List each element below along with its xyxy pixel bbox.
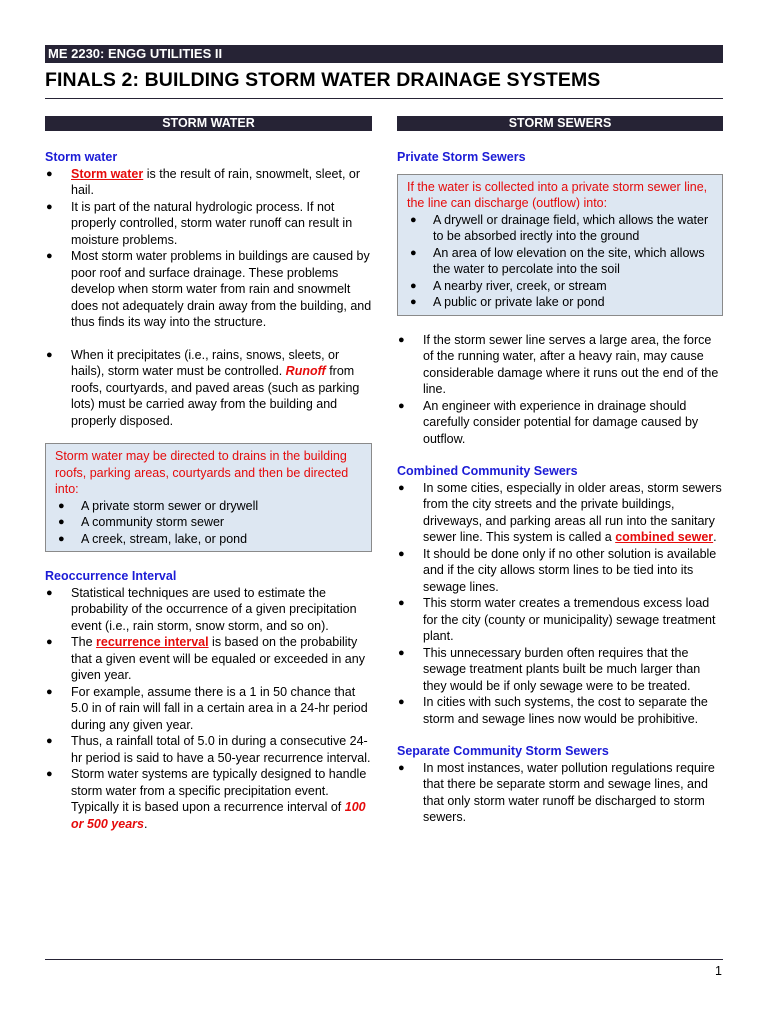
list-item-text: from roofs, courtyards, and paved areas (such as parking lots) must be carried away from the building and properly disposed. [71,364,360,428]
separate-sewers-list [397,760,723,826]
list-item: ● This unnecessary burden often requires that the sewage treatment plants built be much larger than they would be if only sewage were to be treated. [397,645,723,695]
list-item: ● It is part of the natural hydrologic process. If not properly controlled, storm water runoff can result in moisture problems. [45,199,372,249]
list-item: ● For example, assume there is a 1 in 50 chance that 5.0 in of rain will fall in a certain area in a 24-hr period during any given year. [45,684,372,734]
list-item: ● Thus, a rainfall total of 5.0 in during a consecutive 24-hr period is said to have a 50-year recurrence interval. [45,733,372,766]
storm-sewers-column-header: STORM SEWERS [397,116,723,131]
storm-water-term: Storm water [71,166,144,181]
callout-lead: If the water is collected into a private storm sewer line, the line can discharge (outflow) into: [407,179,708,210]
list-item: ● An engineer with experience in drainage should carefully consider potential for damage caused by outflow. [397,398,723,448]
list-item [397,480,723,546]
list-item [45,634,372,684]
callout-list [55,498,364,548]
private-sewers-list [397,332,723,448]
list-item: ● Statistical techniques are used to estimate the probability of the occurrence of a given precipitation event (i.e., rain storm, snow storm, and so on). [45,585,372,635]
right-column [397,116,723,826]
left-column [45,116,372,832]
footer-divider [45,959,723,960]
list-item-text: . [143,816,148,831]
list-item-text: is the result of rain, snowmelt, sleet, or hail. [71,166,361,197]
recurrence-interval-term: recurrence interval [96,635,209,649]
list-item: ● In cities with such systems, the cost to separate the storm and sewage lines now would be prohibitive. [397,694,723,727]
combined-sewers-list [397,480,723,728]
storm-water-heading: Storm water [45,150,118,164]
list-item: ● A nearby river, creek, or stream [407,278,715,295]
list-item-text: Storm water systems are typically designed to handle storm water from a specific precipitation event. Typically it is based upon a recurrence interval of [71,767,367,814]
list-item-text: When it precipitates (i.e., rains, snows, sleets, or hails), storm water must be controlled. [71,347,340,378]
list-item: ● A creek, stream, lake, or pond [55,531,364,548]
list-item: ● A drywell or drainage field, which allows the water to be absorbed irectly into the ground [407,212,715,245]
course-code-bar: ME 2230: ENGG UTILITIES II [45,45,723,63]
list-item-text: is based on the probability that a given event will be equaled or exceeded in any given year. [71,635,365,682]
storm-water-list [45,166,372,430]
list-item: ● It should be done only if no other solution is available and if the city allows storm lines to be tied into its sewage lines. [397,546,723,596]
list-item-text: In some cities, especially in older areas, storm sewers from the city streets and the private buildings, driveways, and parking areas all run into the sanitary sewer line. This system is called a [423,480,722,544]
list-item: ● A private storm sewer or drywell [55,498,364,515]
title-divider [45,98,723,99]
list-item [45,766,372,832]
list-item: ● An area of low elevation on the site, which allows the water to percolate into the soil [407,245,715,278]
list-item [45,166,372,199]
separate-community-storm-sewers-heading: Separate Community Storm Sewers [397,744,609,758]
list-item: ● A public or private lake or pond [407,294,715,311]
combined-community-sewers-heading: Combined Community Sewers [397,464,578,478]
list-item-text: The [71,635,97,649]
private-sewer-discharge-callout [397,174,723,316]
runoff-term: Runoff [285,364,326,378]
recurrence-list [45,585,372,833]
recurrence-interval-heading: Reoccurrence Interval [45,569,177,583]
callout-list [407,212,715,311]
page-title: FINALS 2: BUILDING STORM WATER DRAINAGE SYSTEMS [45,69,601,91]
combined-sewer-term: combined sewer [615,530,714,544]
list-item: ● This storm water creates a tremendous excess load for the city (county or municipality) sewage treatment plant. [397,595,723,645]
list-item: ● A community storm sewer [55,514,364,531]
recurrence-years-term: 100 or 500 years [71,800,366,831]
list-item-text: . [713,530,717,544]
list-item: ● Most storm water problems in buildings are caused by poor roof and surface drainage. These problems develop when storm water from rain and snowmelt does not adequately drain away from the building, and thus finds its way into the structure. [45,248,372,331]
page-number: 1 [715,964,722,978]
list-item: ● In most instances, water pollution regulations require that there be separate storm and sewage lines, and that only storm water runoff be discharged to storm sewers. [397,760,723,826]
storm-water-column-header: STORM WATER [45,116,372,131]
list-item: ● If the storm sewer line serves a large area, the force of the running water, after a heavy rain, may cause considerable damage where it runs out the end of the line. [397,332,723,398]
callout-lead: Storm water may be directed to drains in the building roofs, parking areas, courtyards and then be directed into: [55,449,349,496]
storm-water-directed-callout [45,443,372,552]
list-item [45,347,372,430]
private-storm-sewers-heading: Private Storm Sewers [397,150,526,164]
